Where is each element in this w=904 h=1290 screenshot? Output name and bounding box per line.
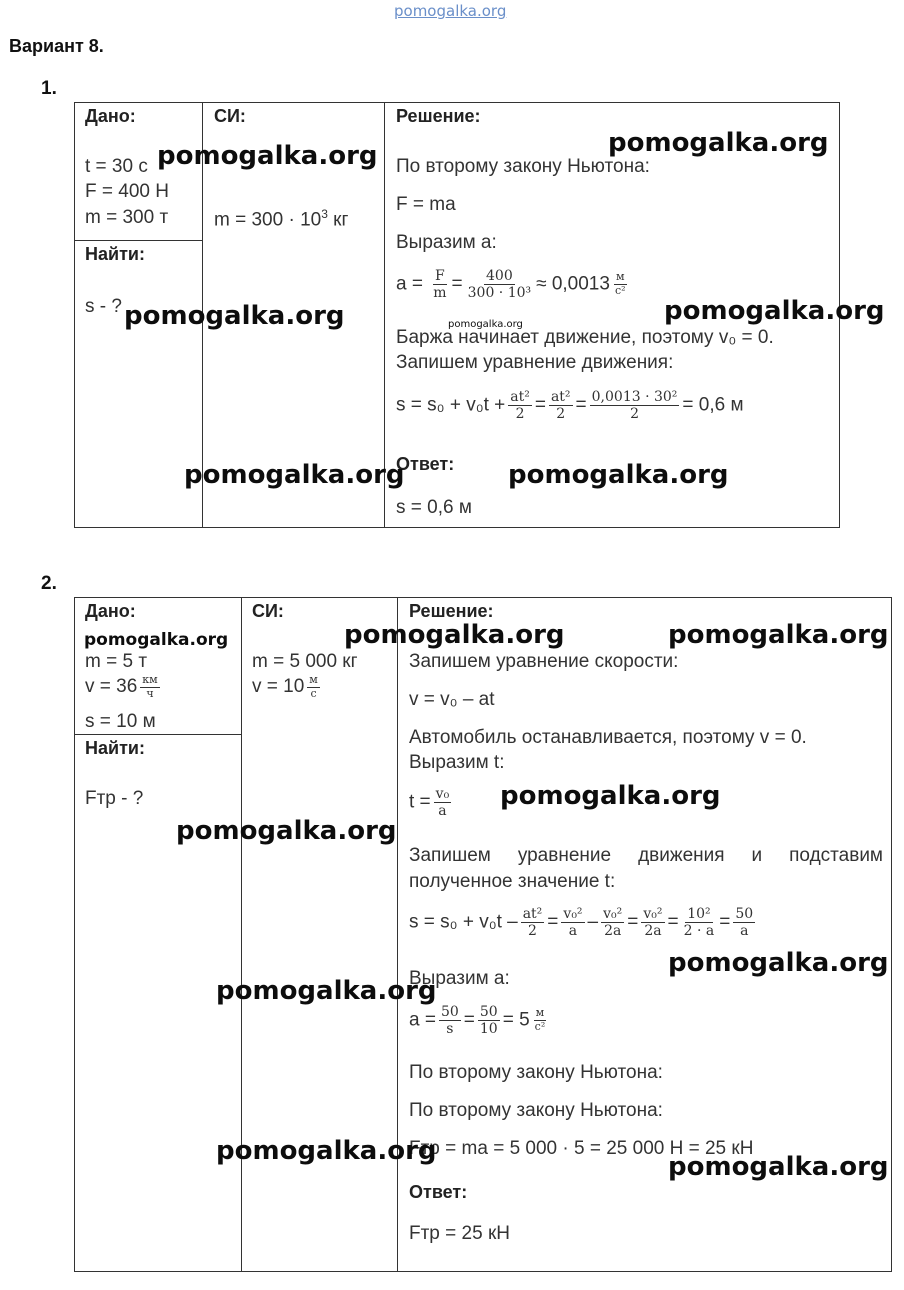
problem-2-number: 2.	[41, 573, 57, 594]
solution-line: Автомобиль останавливается, поэтому v = 0.	[409, 727, 807, 748]
watermark: pomogalka.org	[608, 128, 829, 158]
solution-line: Баржа начинает движение, поэтому v₀ = 0.	[396, 327, 774, 348]
given-item: m = 300 т	[85, 207, 169, 228]
given-item: v = 36 $\frac{км}{ч}$	[85, 673, 158, 700]
si-header: СИ:	[252, 601, 284, 621]
solution-line: Выразим t:	[409, 752, 505, 773]
watermark: pomogalka.org	[668, 948, 889, 978]
solution-line: Запишем уравнение движения и подставим полученное значение t:	[409, 845, 883, 892]
divider	[74, 734, 241, 735]
watermark: pomogalka.org	[500, 781, 721, 811]
solution-line: Запишем уравнение скорости:	[409, 651, 679, 672]
solution-header: Решение:	[409, 601, 494, 621]
formula-distance: s = s₀ + v₀t + $\frac{\text{at²}}{2}$ = $\frac{\text{at²}}{2}$ = $\frac{\text{0,0013 · 30²}}{2}$ = 0,6 м	[396, 389, 744, 423]
page-title: Вариант 8.	[9, 36, 104, 56]
find-header: Найти:	[85, 244, 145, 264]
divider	[397, 597, 398, 1272]
given-header: Дано:	[85, 106, 136, 126]
watermark: pomogalka.org	[176, 816, 397, 846]
solution-line: Выразим a:	[396, 232, 497, 253]
watermark: pomogalka.org	[344, 620, 565, 650]
given-item: F = 400 Н	[85, 181, 169, 202]
solution-line: Выразим a:	[409, 968, 510, 989]
divider	[241, 597, 242, 1272]
site-link[interactable]: pomogalka.org	[394, 2, 507, 20]
given-item: s = 10 м	[85, 711, 156, 732]
answer-header: Ответ:	[396, 454, 455, 474]
formula-time: t = $\frac{\text{v₀}}{a}$	[409, 786, 450, 820]
answer-value: s = 0,6 м	[396, 497, 472, 518]
solution-line: По второму закону Ньютона:	[409, 1062, 663, 1083]
watermark: pomogalka.org	[84, 630, 229, 650]
solution-line: F = ma	[396, 194, 456, 215]
solution-line: v = v₀ – at	[409, 689, 495, 710]
watermark: pomogalka.org	[664, 296, 885, 326]
watermark: pomogalka.org	[448, 319, 523, 330]
formula-distance: s = s₀ + v₀t – $\frac{\text{at²}}{2}$ = $\frac{\text{v₀²}}{a}$ – $\frac{\text{v₀²}}{2a}$ = $\frac{\text{v₀²}}{2a}$ = $\frac{\text{10²}}{2 \cdot a}$ = $\frac{50}{a}$	[409, 906, 754, 940]
given-item: t = 30 с	[85, 156, 148, 177]
given-item: m = 5 т	[85, 651, 148, 672]
formula-force: Fтр = ma = 5 000 · 5 = 25 000 Н = 25 кН	[409, 1138, 754, 1159]
find-value: s - ?	[85, 296, 122, 317]
watermark: pomogalka.org	[508, 460, 729, 490]
watermark: pomogalka.org	[668, 1152, 889, 1182]
formula-acceleration: a = $\frac{F}{m}$ = $\frac{400}{\text{300 · 10³}}$ ≈ 0,0013 $\frac{м}{\text{с²}}$	[396, 268, 626, 302]
answer-value: Fтр = 25 кН	[409, 1223, 510, 1244]
solution-line: Запишем уравнение движения:	[396, 352, 674, 373]
watermark: pomogalka.org	[124, 301, 345, 331]
find-header: Найти:	[85, 738, 145, 758]
divider	[74, 240, 202, 241]
watermark: pomogalka.org	[216, 1136, 437, 1166]
problem-1-number: 1.	[41, 78, 57, 99]
given-header: Дано:	[85, 601, 136, 621]
watermark: pomogalka.org	[216, 976, 437, 1006]
si-value: m = 5 000 кг	[252, 651, 358, 672]
solution-line: По второму закону Ньютона:	[396, 156, 650, 177]
answer-header: Ответ:	[409, 1182, 468, 1202]
find-value: Fтр - ?	[85, 788, 144, 809]
si-header: СИ:	[214, 106, 246, 126]
solution-line: По второму закону Ньютона:	[409, 1100, 663, 1121]
watermark: pomogalka.org	[157, 141, 378, 171]
formula-acceleration: a = $\frac{50}{s}$ = $\frac{50}{10}$ = 5 $\frac{м}{\text{с²}}$	[409, 1004, 546, 1038]
watermark: pomogalka.org	[668, 620, 889, 650]
si-value: $m = 300 \cdot 10^3$ кг	[214, 207, 349, 231]
si-value: v = 10 $\frac{м}{с}$	[252, 673, 318, 700]
solution-header: Решение:	[396, 106, 481, 126]
watermark: pomogalka.org	[184, 460, 405, 490]
